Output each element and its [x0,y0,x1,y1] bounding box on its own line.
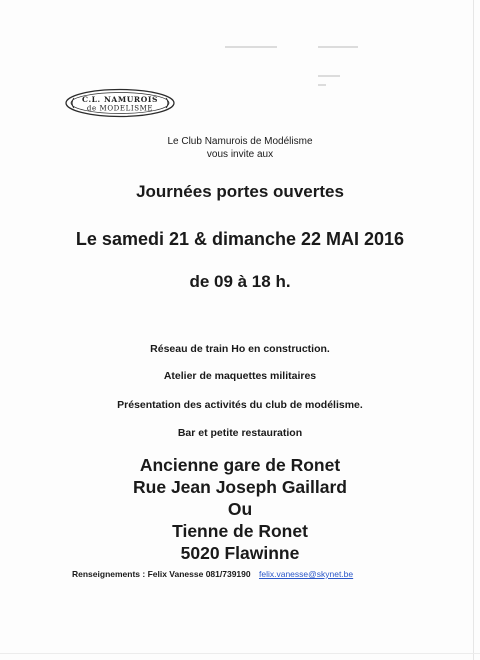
activity-item: Bar et petite restauration [177,427,303,439]
activity-item: Atelier de maquettes militaires [163,370,317,382]
logo-line-1: C.L. NAMUROIS [82,95,158,104]
bleed-mark [318,84,326,86]
venue-line-5: 5020 Flawinne [180,543,300,563]
logo-line-2: de MODELISME [86,104,154,113]
contact-label: Renseignements : Felix Vanesse 081/739190 [72,569,251,579]
page-edge-bottom [0,653,480,654]
invite-line-1: Le Club Namurois de Modélisme [167,136,313,147]
bleed-mark [318,46,358,48]
invite-line-2: vous invite aux [206,149,274,160]
contact-email-link[interactable]: felix.vanesse@skynet.be [258,569,354,579]
event-title: Journées portes ouvertes [136,182,344,201]
venue-line-3: Ou [227,499,253,519]
venue-line-2: Rue Jean Joseph Gaillard [133,477,347,497]
bleed-mark [318,75,340,77]
activity-item: Réseau de train Ho en construction. [150,343,330,355]
event-dates: Le samedi 21 & dimanche 22 MAI 2016 [75,229,405,249]
club-logo [64,88,176,118]
contact-footer [72,569,353,579]
venue-line-4: Tienne de Ronet [172,521,308,541]
activity-item: Présentation des activités du club de modélisme. [117,399,363,411]
venue-line-1: Ancienne gare de Ronet [139,455,341,475]
event-hours: de 09 à 18 h. [189,272,291,291]
bleed-mark [225,46,277,48]
